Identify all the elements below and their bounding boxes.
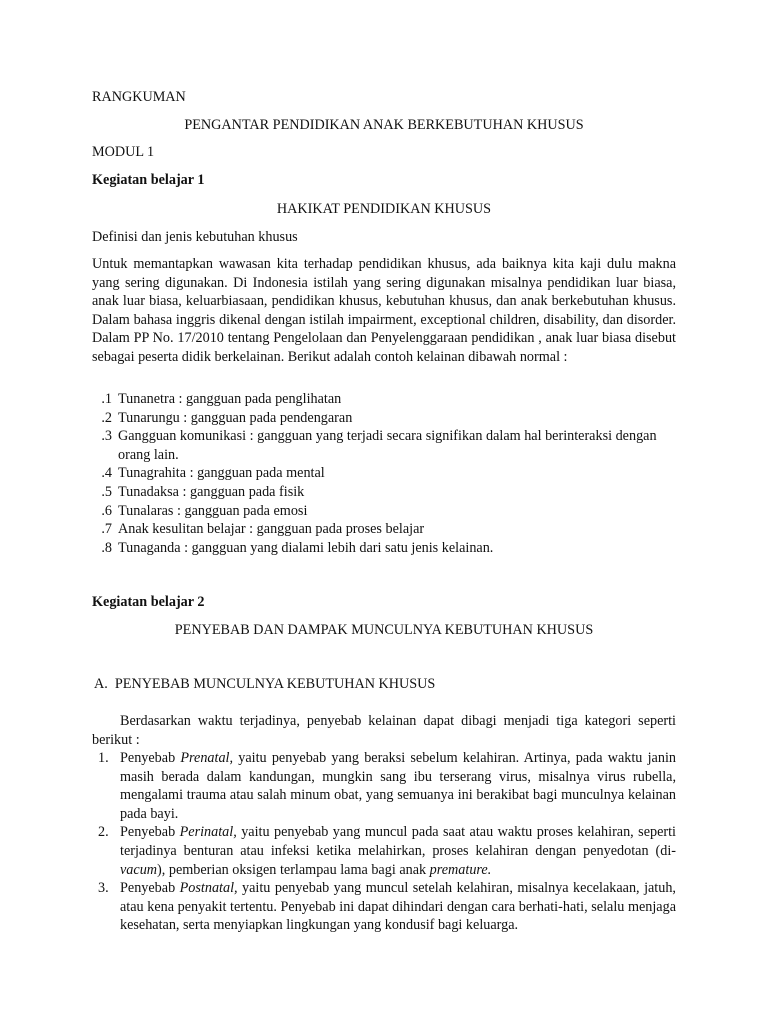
list-item-number: 1. [98, 750, 109, 766]
list-item-text: Tunarungu : gangguan pada pendengaran [118, 409, 353, 426]
course-title: PENGANTAR PENDIDIKAN ANAK BERKEBUTUHAN KHUSUS [184, 117, 584, 133]
list-item-text: Gangguan komunikasi : gangguan yang terjadi secara signifikan dalam hal berinteraksi dengan orang lain. [118, 428, 657, 463]
module-label: MODUL 1 [92, 144, 155, 160]
list-item: 3. Gangguan komunikasi : gangguan yang terjadi secara signifikan dalam hal berinteraksi dengan orang lain. [101, 428, 657, 463]
doc-label-rangkuman: RANGKUMAN [92, 89, 186, 105]
list-item-text: yaitu penyebab yang muncul setelah kelahiran, misalnya kecelakaan, jatuh, atau kena penyakit tertentu. Penyebab ini dapat dihindari dengan cara berhati-hati, selalu menjaga kesehatan, serta menyiapkan lingkungan yang kondusif bagi keluarga. [120, 880, 676, 934]
list-item-number: 2. [98, 824, 109, 841]
kb2-intro: Berdasarkan waktu terjadinya, penyebab kelainan dapat dibagi menjadi tiga kategori seperti berikut : [92, 713, 676, 748]
list-item-text: Tunagrahita : gangguan pada mental [118, 465, 325, 482]
list-item: 2. Tunarungu : gangguan pada pendengaran [101, 409, 353, 426]
list-item-text: Tunanetra : gangguan pada penglihatan [118, 391, 342, 407]
list-item: 4. Tunagrahita : gangguan pada mental [101, 465, 325, 482]
list-item-text: yaitu penyebab yang muncul pada saat atau waktu proses kelahiran, seperti terjadinya benturan atau infeksi ketika melahirkan, proses kelahiran dengan penyedotan (di- [120, 824, 676, 859]
term-vacum: vacum [120, 861, 158, 878]
kb2-list [92, 749, 676, 935]
list-item [92, 823, 676, 879]
kb2-heading: Kegiatan belajar 2 [92, 594, 205, 610]
list-item-number: 3. [98, 880, 109, 897]
list-item: 5. Tunadaksa : gangguan pada fisik [101, 483, 305, 500]
list-item-text-pre: Penyebab [120, 880, 180, 897]
term-perinatal: Perinatal, [179, 824, 237, 841]
kb1-list [92, 390, 676, 557]
list-item: 7. Anak kesulitan belajar : gangguan pada proses belajar [101, 521, 425, 538]
list-item: 8. Tunaganda : gangguan yang dialami lebih dari satu jenis kelainan. [101, 539, 494, 556]
list-item-text: Anak kesulitan belajar : gangguan pada proses belajar [118, 521, 425, 538]
list-item: 1. Tunanetra : gangguan pada penglihatan [101, 391, 342, 407]
list-item-text: Tunadaksa : gangguan pada fisik [118, 483, 305, 500]
list-item-text: Tunaganda : gangguan yang dialami lebih dari satu jenis kelainan. [118, 539, 494, 556]
kb1-heading: Kegiatan belajar 1 [92, 172, 205, 188]
list-item-text: yaitu penyebab yang beraksi sebelum kelahiran. Artinya, pada waktu janin masih berada dalam kandungan, mungkin sang ibu terserang virus, misalnya virus rubella, mengalami trauma atau salah minum obat, yang semuanya ini berakibat bagi munculnya kelainan pada bayi. [120, 750, 676, 822]
term-postnatal: Postnatal, [179, 880, 238, 897]
list-item-text-pre: Penyebab [120, 824, 180, 841]
kb1-subtitle: Definisi dan jenis kebutuhan khusus [92, 229, 298, 245]
list-item: 6. Tunalaras : gangguan pada emosi [101, 502, 308, 519]
list-item-text: Tunalaras : gangguan pada emosi [118, 502, 308, 519]
section-a-heading: A. PENYEBAB MUNCULNYA KEBUTUHAN KHUSUS [94, 676, 436, 692]
term-premature: premature. [429, 861, 492, 878]
list-item [92, 749, 676, 823]
list-item [92, 879, 676, 935]
list-item-text-pre: Penyebab [120, 750, 181, 766]
term-prenatal: Prenatal, [180, 750, 234, 766]
kb1-paragraph: Untuk memantapkan wawasan kita terhadap pendidikan khusus, ada baiknya kita kaji dulu makna yang sering digunakan. Di Indonesia istilah yang sering digunakan misalnya pendidikan luar biasa, anak luar biasa, keluarbiasaan, pendidikan khusus, kebutuhan khusus, dan anak berkebutuhan khusus. Dalam bahasa inggris dikenal dengan istilah impairment, exceptional children, disability, dan disorder. Dalam PP No. 17/2010 tentang Pengelolaan dan Penyelenggaraan pendidikan , anak luar biasa disebut sebagai peserta didik berkelainan. Berikut adalah contoh kelainan dibawah normal : [92, 256, 676, 365]
kb1-title: HAKIKAT PENDIDIKAN KHUSUS [276, 201, 492, 217]
kb2-title: PENYEBAB DAN DAMPAK MUNCULNYA KEBUTUHAN KHUSUS [174, 622, 594, 638]
list-item-text-cont: ), pemberian oksigen terlampau lama bagi anak [157, 861, 430, 878]
